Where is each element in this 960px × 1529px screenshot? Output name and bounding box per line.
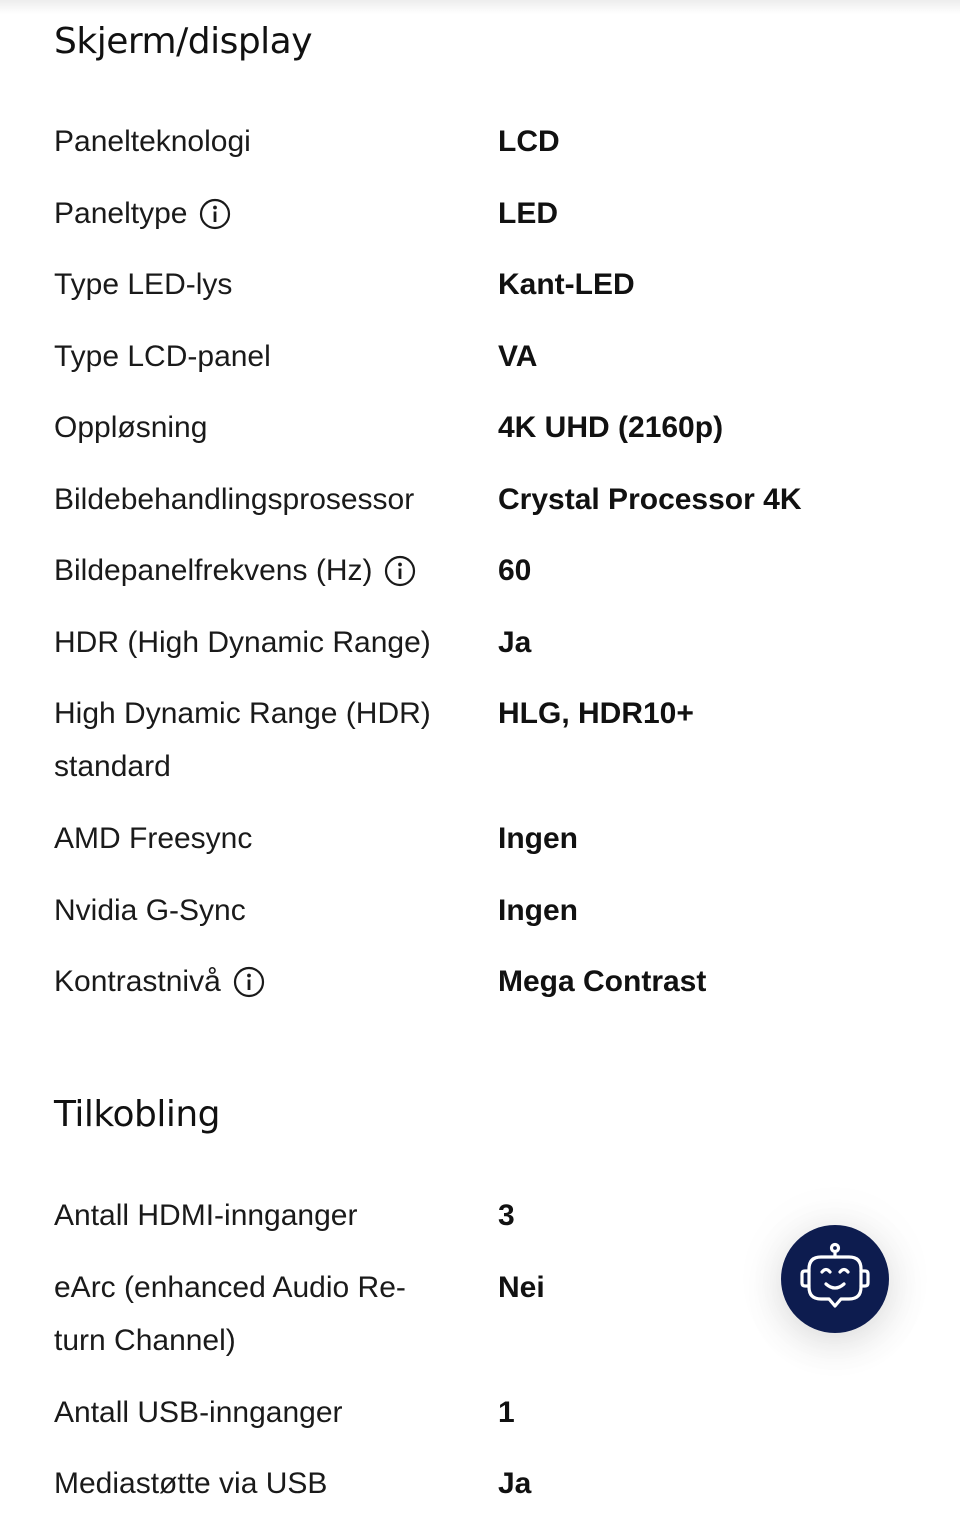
spec-label: Panelteknologi bbox=[54, 125, 251, 158]
spec-value: Ingen bbox=[498, 893, 578, 927]
spec-value: 4K UHD (2160p) bbox=[498, 411, 724, 444]
spec-table-display bbox=[54, 115, 914, 1027]
spec-value: Kant-LED bbox=[498, 268, 635, 301]
spec-value: Crystal Processor 4K bbox=[498, 482, 802, 516]
section-title-display: Skjerm/display bbox=[54, 21, 313, 62]
spec-row bbox=[54, 473, 914, 545]
spec-row bbox=[54, 812, 914, 884]
spec-label: Antall USB-innganger bbox=[54, 1395, 343, 1429]
spec-label: Kontrastnivå bbox=[54, 955, 498, 1008]
spec-value: Ja bbox=[498, 625, 532, 659]
spec-row bbox=[54, 955, 914, 1027]
spec-value: LED bbox=[498, 196, 558, 230]
spec-row bbox=[54, 1189, 914, 1261]
spec-row bbox=[54, 1386, 914, 1458]
spec-row bbox=[54, 258, 914, 330]
spec-value: Ja bbox=[498, 1467, 532, 1500]
spec-value: LCD bbox=[498, 125, 560, 158]
spec-value: 60 bbox=[498, 554, 532, 587]
spec-row bbox=[54, 616, 914, 688]
spec-label: AMD Freesync bbox=[54, 822, 253, 855]
spec-label: Bildebehandlingsprosessor bbox=[54, 482, 415, 516]
spec-value: Mega Contrast bbox=[498, 965, 707, 998]
chatbot-button[interactable] bbox=[781, 1225, 889, 1333]
spec-value: 3 bbox=[498, 1199, 515, 1232]
spec-label: Paneltype bbox=[54, 187, 498, 240]
spec-value: HLG, HDR10+ bbox=[498, 697, 694, 730]
spec-label: Bildepanelfrekvens (Hz) bbox=[54, 544, 498, 597]
spec-row bbox=[54, 330, 914, 402]
spec-row bbox=[54, 187, 914, 259]
spec-value: VA bbox=[498, 339, 538, 373]
spec-row bbox=[54, 1457, 914, 1529]
spec-table-connectivity bbox=[54, 1189, 914, 1529]
spec-value: 1 bbox=[498, 1395, 515, 1429]
info-icon[interactable] bbox=[199, 198, 231, 230]
info-icon[interactable] bbox=[233, 966, 265, 998]
spec-label: Oppløsning bbox=[54, 411, 208, 444]
spec-label: HDR (High Dynamic Range) bbox=[54, 625, 431, 659]
spec-label: Mediastøtte via USB bbox=[54, 1467, 328, 1500]
spec-row bbox=[54, 544, 914, 616]
chatbot-robot-icon bbox=[795, 1239, 875, 1319]
spec-label: Nvidia G-Sync bbox=[54, 893, 246, 927]
spec-row bbox=[54, 115, 914, 187]
spec-label: Type LCD-panel bbox=[54, 339, 271, 373]
spec-label: Antall HDMI-innganger bbox=[54, 1199, 358, 1232]
spec-row bbox=[54, 884, 914, 956]
spec-value: Nei bbox=[498, 1270, 545, 1304]
section-title-connectivity: Tilkobling bbox=[54, 1094, 220, 1135]
top-shadow bbox=[0, 0, 960, 14]
spec-value: Ingen bbox=[498, 822, 578, 855]
spec-label: High Dynamic Range (HDR) standard bbox=[54, 697, 431, 783]
spec-row bbox=[54, 401, 914, 473]
spec-label: Type LED-lys bbox=[54, 268, 233, 301]
info-icon[interactable] bbox=[384, 555, 416, 587]
spec-row bbox=[54, 687, 914, 812]
spec-label: eArc (enhanced Audio Re-turn Channel) bbox=[54, 1270, 406, 1357]
